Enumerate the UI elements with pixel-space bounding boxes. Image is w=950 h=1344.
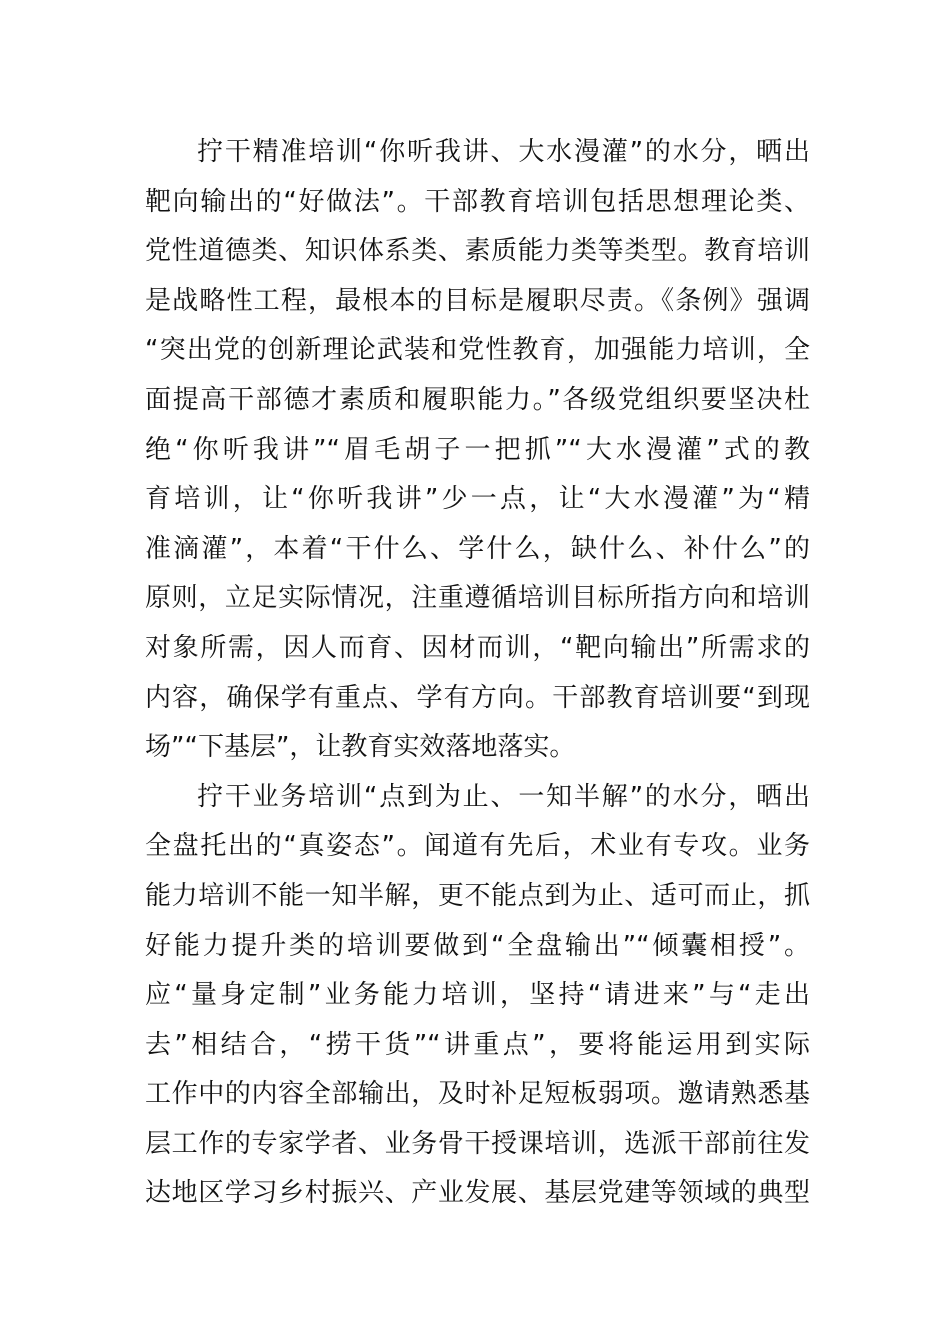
paragraph-1-line-2: 靶向输出的“好做法”。干部教育培训包括思想理论类、 (145, 186, 810, 217)
paragraph-2-line-6: 去”相结合，“捞干货”“讲重点”，要将能运用到实际 (145, 1029, 810, 1060)
paragraph-2-line-9: 达地区学习乡村振兴、产业发展、基层党建等领域的典型 (145, 1178, 810, 1209)
paragraph-1-line-5: “突出党的创新理论武装和党性教育，加强能力培训，全 (145, 335, 810, 366)
paragraph-2-line-3: 能力培训不能一知半解，更不能点到为止、适可而止，抓 (145, 880, 810, 911)
paragraph-1-line-10: 原则，立足实际情况，注重遵循培训目标所指方向和培训 (145, 583, 810, 614)
paragraph-1-line-1: 拧干精准培训“你听我讲、大水漫灌”的水分，晒出 (197, 137, 810, 167)
paragraph-1-line-9: 准滴灌”，本着“干什么、学什么，缺什么、补什么”的 (145, 533, 810, 564)
paragraph-2-line-1: 拧干业务培训“点到为止、一知半解”的水分，晒出 (197, 781, 810, 812)
paragraph-1-line-7: 绝“你听我讲”“眉毛胡子一把抓”“大水漫灌”式的教 (145, 434, 810, 465)
paragraph-1-line-11: 对象所需，因人而育、因材而训，“靶向输出”所需求的 (145, 632, 810, 663)
paragraph-2-line-2: 全盘托出的“真姿态”。闻道有先后，术业有专攻。业务 (145, 831, 810, 862)
paragraph-1-line-12: 内容，确保学有重点、学有方向。干部教育培训要“到现 (145, 682, 810, 713)
body-text (145, 128, 810, 1219)
paragraph-1-line-13: 场”“下基层”，让教育实效落地落实。 (145, 732, 576, 763)
paragraph-2-line-5: 应“量身定制”业务能力培训，坚持“请进来”与“走出 (145, 980, 810, 1011)
paragraph-1-line-3: 党性道德类、知识体系类、素质能力类等类型。教育培训 (145, 236, 810, 267)
paragraph-2-line-7: 工作中的内容全部输出，及时补足短板弱项。邀请熟悉基 (145, 1079, 810, 1110)
paragraph-1-line-4: 是战略性工程，最根本的目标是履职尽责。《条例》强调 (145, 285, 810, 316)
paragraph-1-line-6: 面提高干部德才素质和履职能力。”各级党组织要坚决杜 (145, 384, 810, 415)
paragraph-1-line-8: 育培训，让“你听我讲”少一点，让“大水漫灌”为“精 (145, 484, 810, 515)
paragraph-2-line-8: 层工作的专家学者、业务骨干授课培训，选派干部前往发 (145, 1128, 810, 1159)
paragraph-2-line-4: 好能力提升类的培训要做到“全盘输出”“倾囊相授”。 (145, 930, 810, 961)
